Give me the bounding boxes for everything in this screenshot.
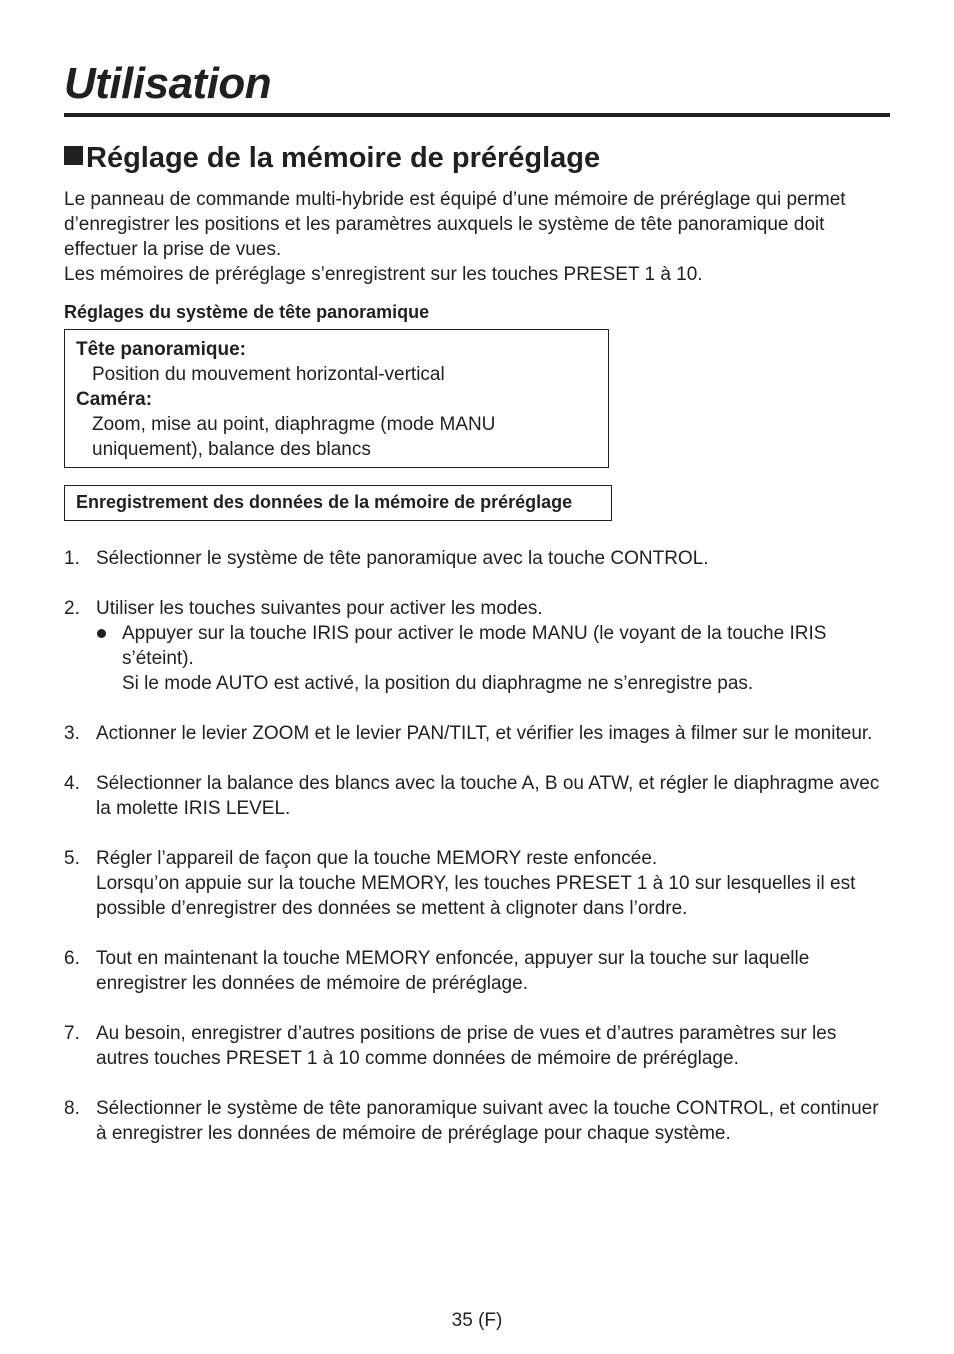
procedure-heading: Enregistrement des données de la mémoire de préréglage	[64, 485, 612, 521]
settings-subhead: Réglages du système de tête panoramique	[64, 302, 430, 322]
bullet-text: Appuyer sur la touche IRIS pour activer le mode MANU (le voyant de la touche IRIS s’éteint).	[122, 623, 827, 669]
bullet-note: Si le mode AUTO est activé, la position du diaphragme ne s’enregistre pas.	[122, 673, 754, 694]
step-item	[64, 771, 894, 821]
camera-value: Zoom, mise au point, diaphragme (mode MANU uniquement), balance des blancs	[92, 414, 496, 460]
intro-paragraph: Les mémoires de préréglage s’enregistrent sur les touches PRESET 1 à 10.	[64, 264, 703, 285]
step-text: Au besoin, enregistrer d’autres positions de prise de vues et d’autres paramètres sur les autres touches PRESET 1 à 10 comme données de mémoire de préréglage.	[96, 1023, 837, 1069]
step-item	[64, 1021, 894, 1071]
page-title: Utilisation	[64, 59, 272, 108]
step-number: 7.	[64, 1023, 80, 1044]
camera-label: Caméra:	[76, 389, 153, 410]
title-rule	[64, 113, 890, 117]
step-text: Actionner le levier ZOOM et le levier PAN/TILT, et vérifier les images à filmer sur le moniteur.	[96, 723, 873, 744]
section-heading	[64, 140, 600, 176]
step-number: 4.	[64, 773, 80, 794]
step-number: 3.	[64, 723, 80, 744]
step-text: Sélectionner la balance des blancs avec la touche A, B ou ATW, et régler le diaphragme avec la molette IRIS LEVEL.	[96, 773, 880, 819]
intro-paragraph: Le panneau de commande multi-hybride est équipé d’une mémoire de préréglage qui permet d’enregistrer les positions et les paramètres auxquels le système de tête panoramique doit effectuer la prise de vues.	[64, 189, 846, 260]
step-text: Sélectionner le système de tête panoramique suivant avec la touche CONTROL, et continuer à enregistrer les données de mémoire de préréglage pour chaque système.	[96, 1098, 879, 1144]
step-item	[64, 596, 894, 696]
bullet-item	[96, 621, 894, 696]
step-number: 2.	[64, 598, 80, 619]
bullet-dot-icon	[97, 629, 106, 638]
step-text: Utiliser les touches suivantes pour activer les modes.	[96, 598, 543, 619]
step-text: Sélectionner le système de tête panoramique avec la touche CONTROL.	[96, 548, 709, 569]
step-item	[64, 946, 894, 996]
step-text-continued: Lorsqu’on appuie sur la touche MEMORY, les touches PRESET 1 à 10 sur lesquelles il est possible d’enregistrer des données se mettent à clignoter dans l’ordre.	[96, 873, 856, 919]
section-heading-text: Réglage de la mémoire de préréglage	[86, 142, 601, 174]
procedure-steps	[64, 546, 894, 1171]
step-number: 1.	[64, 548, 80, 569]
settings-box	[64, 329, 609, 468]
step-number: 6.	[64, 948, 80, 969]
step-number: 5.	[64, 848, 80, 869]
pan-head-value: Position du mouvement horizontal-vertical	[92, 364, 445, 385]
step-number: 8.	[64, 1098, 80, 1119]
step-item	[64, 721, 894, 746]
step-text: Tout en maintenant la touche MEMORY enfoncée, appuyer sur la touche sur laquelle enregistrer les données de mémoire de préréglage.	[96, 948, 810, 994]
step-item	[64, 1096, 894, 1146]
step-item	[64, 846, 894, 921]
page-number: 35 (F)	[451, 1310, 503, 1331]
step-text: Régler l’appareil de façon que la touche MEMORY reste enfoncée.	[96, 848, 658, 869]
pan-head-label: Tête panoramique:	[76, 339, 246, 360]
step-item	[64, 546, 894, 571]
intro-text	[64, 187, 864, 287]
square-bullet-icon	[64, 146, 83, 165]
